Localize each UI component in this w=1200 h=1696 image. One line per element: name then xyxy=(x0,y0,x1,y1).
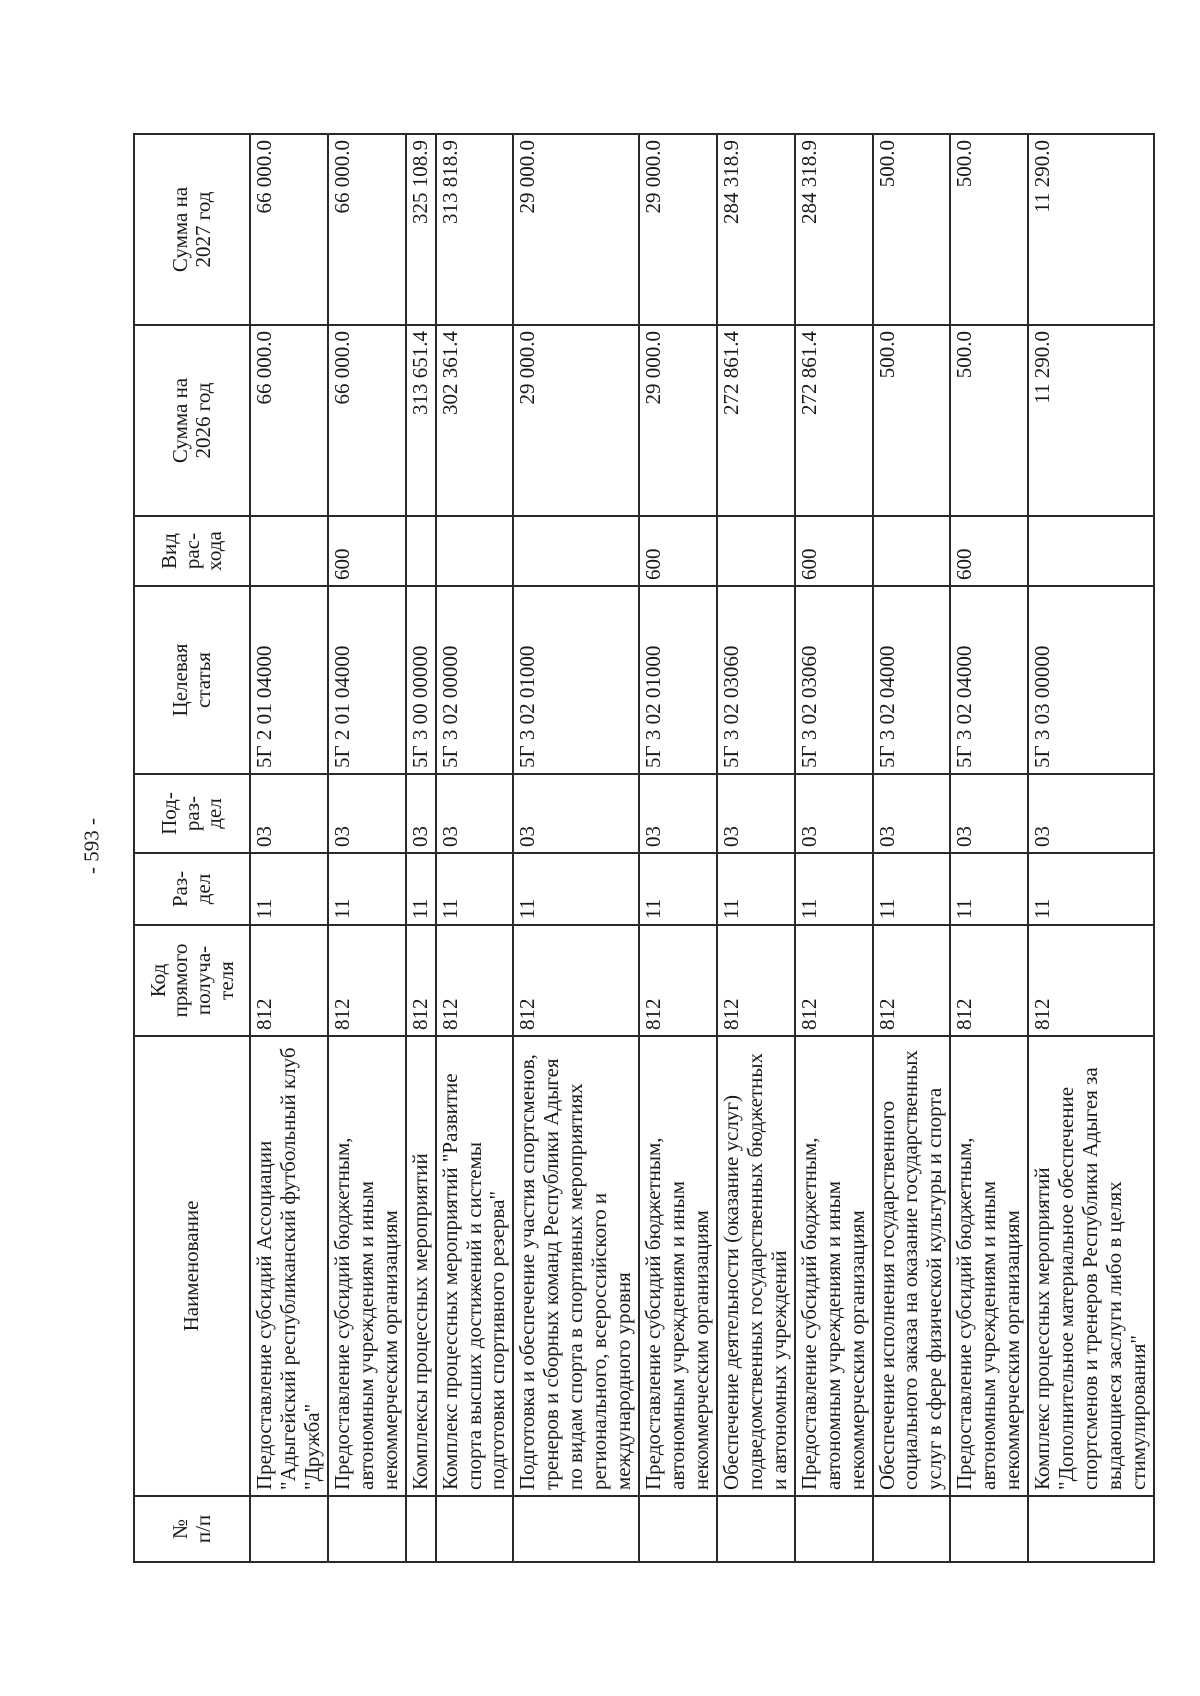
cell-subsection: 03 xyxy=(795,774,873,853)
table-row xyxy=(1028,134,1154,1562)
cell-sum-2026: 66 000.0 xyxy=(328,325,406,516)
header-expense-type: Вид рас- хода xyxy=(134,516,250,586)
table-row xyxy=(328,134,406,1562)
cell-subsection: 03 xyxy=(873,774,951,853)
table-row xyxy=(639,134,717,1562)
cell-subsection: 03 xyxy=(513,774,639,853)
cell-expense-type: 600 xyxy=(639,516,717,586)
table-row xyxy=(795,134,873,1562)
table-row xyxy=(717,134,795,1562)
cell-subsection: 03 xyxy=(950,774,1028,853)
cell-sum-2027: 66 000.0 xyxy=(250,134,328,325)
cell-no xyxy=(639,1496,717,1562)
cell-name: Предоставление субсидий бюджетным, автономным учреждениям и иным некоммерческим организациям xyxy=(328,1036,406,1496)
cell-target-article: 5Г 3 02 04000 xyxy=(950,586,1028,774)
cell-sum-2027: 66 000.0 xyxy=(328,134,406,325)
cell-expense-type: 600 xyxy=(795,516,873,586)
table-row xyxy=(950,134,1028,1562)
cell-target-article: 5Г 3 02 03060 xyxy=(795,586,873,774)
cell-recipient-code: 812 xyxy=(717,925,795,1036)
rotated-table-wrapper xyxy=(133,135,1150,1563)
cell-target-article: 5Г 2 01 04000 xyxy=(328,586,406,774)
cell-subsection: 03 xyxy=(328,774,406,853)
cell-no xyxy=(1028,1496,1154,1562)
cell-recipient-code: 812 xyxy=(795,925,873,1036)
budget-table xyxy=(133,133,1155,1563)
cell-recipient-code: 812 xyxy=(436,925,514,1036)
cell-sum-2026: 11 290.0 xyxy=(1028,325,1154,516)
cell-subsection: 03 xyxy=(717,774,795,853)
header-name: Наименование xyxy=(134,1036,250,1496)
cell-section: 11 xyxy=(436,853,514,925)
cell-expense-type xyxy=(406,516,436,586)
cell-no xyxy=(873,1496,951,1562)
cell-sum-2027: 11 290.0 xyxy=(1028,134,1154,325)
cell-sum-2027: 500.0 xyxy=(950,134,1028,325)
cell-no xyxy=(250,1496,328,1562)
cell-recipient-code: 812 xyxy=(513,925,639,1036)
header-recipient-code: Код прямого получа- теля xyxy=(134,925,250,1036)
cell-section: 11 xyxy=(250,853,328,925)
page-number: - 593 - xyxy=(79,818,104,874)
cell-sum-2026: 313 651.4 xyxy=(406,325,436,516)
header-subsection: Под- раз- дел xyxy=(134,774,250,853)
cell-sum-2026: 66 000.0 xyxy=(250,325,328,516)
cell-expense-type xyxy=(873,516,951,586)
cell-expense-type: 600 xyxy=(950,516,1028,586)
cell-no xyxy=(717,1496,795,1562)
cell-sum-2026: 500.0 xyxy=(950,325,1028,516)
header-sum-2027: Сумма на 2027 год xyxy=(134,134,250,325)
cell-section: 11 xyxy=(1028,853,1154,925)
cell-sum-2026: 29 000.0 xyxy=(513,325,639,516)
cell-sum-2026: 500.0 xyxy=(873,325,951,516)
cell-target-article: 5Г 3 02 01000 xyxy=(639,586,717,774)
cell-sum-2027: 313 818.9 xyxy=(436,134,514,325)
cell-name: Комплексы процессных мероприятий xyxy=(406,1036,436,1496)
cell-no xyxy=(436,1496,514,1562)
cell-subsection: 03 xyxy=(436,774,514,853)
header-section: Раз- дел xyxy=(134,853,250,925)
cell-target-article: 5Г 3 02 03060 xyxy=(717,586,795,774)
table-row xyxy=(873,134,951,1562)
table-row xyxy=(513,134,639,1562)
header-target-article: Целевая статья xyxy=(134,586,250,774)
cell-sum-2027: 325 108.9 xyxy=(406,134,436,325)
cell-sum-2027: 29 000.0 xyxy=(639,134,717,325)
cell-expense-type xyxy=(436,516,514,586)
cell-name: Предоставление субсидий бюджетным, автономным учреждениям и иным некоммерческим организациям xyxy=(950,1036,1028,1496)
cell-sum-2027: 284 318.9 xyxy=(795,134,873,325)
cell-no xyxy=(513,1496,639,1562)
cell-name: Предоставление субсидий бюджетным, автономным учреждениям и иным некоммерческим организациям xyxy=(795,1036,873,1496)
cell-name: Подготовка и обеспечение участия спортсменов, тренеров и сборных команд Республики Адыгея по видам спорта в спортивных мероприятиях регионального, всероссийского и международного уровня xyxy=(513,1036,639,1496)
cell-sum-2027: 500.0 xyxy=(873,134,951,325)
cell-sum-2026: 302 361.4 xyxy=(436,325,514,516)
cell-sum-2027: 29 000.0 xyxy=(513,134,639,325)
cell-recipient-code: 812 xyxy=(250,925,328,1036)
cell-section: 11 xyxy=(406,853,436,925)
cell-recipient-code: 812 xyxy=(406,925,436,1036)
cell-expense-type xyxy=(1028,516,1154,586)
cell-subsection: 03 xyxy=(1028,774,1154,853)
cell-name: Предоставление субсидий бюджетным, автономным учреждениям и иным некоммерческим организациям xyxy=(639,1036,717,1496)
header-sum-2026: Сумма на 2026 год xyxy=(134,325,250,516)
cell-section: 11 xyxy=(950,853,1028,925)
cell-section: 11 xyxy=(513,853,639,925)
cell-name: Предоставление субсидий Ассоциации "Адыгейский республиканский футбольный клуб "Дружба" xyxy=(250,1036,328,1496)
cell-name: Комплекс процессных мероприятий "Дополнительное материальное обеспечение спортсменов и тренеров Республики Адыгея за выдающиеся заслуги либо в целях стимулирования" xyxy=(1028,1036,1154,1496)
table-header-row xyxy=(134,134,250,1562)
cell-sum-2026: 272 861.4 xyxy=(717,325,795,516)
cell-sum-2026: 29 000.0 xyxy=(639,325,717,516)
cell-target-article: 5Г 3 02 04000 xyxy=(873,586,951,774)
cell-expense-type xyxy=(250,516,328,586)
cell-expense-type: 600 xyxy=(328,516,406,586)
table-row xyxy=(406,134,436,1562)
cell-subsection: 03 xyxy=(250,774,328,853)
cell-sum-2026: 272 861.4 xyxy=(795,325,873,516)
cell-no xyxy=(950,1496,1028,1562)
cell-target-article: 5Г 3 02 00000 xyxy=(436,586,514,774)
cell-no xyxy=(328,1496,406,1562)
header-no: № п/п xyxy=(134,1496,250,1562)
cell-section: 11 xyxy=(328,853,406,925)
cell-target-article: 5Г 3 02 01000 xyxy=(513,586,639,774)
table-row xyxy=(250,134,328,1562)
table-row xyxy=(436,134,514,1562)
cell-target-article: 5Г 3 00 00000 xyxy=(406,586,436,774)
cell-recipient-code: 812 xyxy=(950,925,1028,1036)
cell-name: Обеспечение деятельности (оказание услуг) подведомственных государственных бюджетных и автономных учреждений xyxy=(717,1036,795,1496)
cell-recipient-code: 812 xyxy=(639,925,717,1036)
cell-expense-type xyxy=(717,516,795,586)
cell-target-article: 5Г 2 01 04000 xyxy=(250,586,328,774)
cell-section: 11 xyxy=(639,853,717,925)
cell-section: 11 xyxy=(795,853,873,925)
cell-expense-type xyxy=(513,516,639,586)
cell-name: Обеспечение исполнения государственного социального заказа на оказание государственных услуг в сфере физической культуры и спорта xyxy=(873,1036,951,1496)
cell-target-article: 5Г 3 03 00000 xyxy=(1028,586,1154,774)
cell-no xyxy=(795,1496,873,1562)
cell-recipient-code: 812 xyxy=(1028,925,1154,1036)
cell-recipient-code: 812 xyxy=(873,925,951,1036)
cell-section: 11 xyxy=(717,853,795,925)
cell-subsection: 03 xyxy=(406,774,436,853)
cell-sum-2027: 284 318.9 xyxy=(717,134,795,325)
cell-name: Комплекс процессных мероприятий "Развитие спорта высших достижений и системы подготовки спортивного резерва" xyxy=(436,1036,514,1496)
cell-recipient-code: 812 xyxy=(328,925,406,1036)
cell-no xyxy=(406,1496,436,1562)
cell-subsection: 03 xyxy=(639,774,717,853)
cell-section: 11 xyxy=(873,853,951,925)
